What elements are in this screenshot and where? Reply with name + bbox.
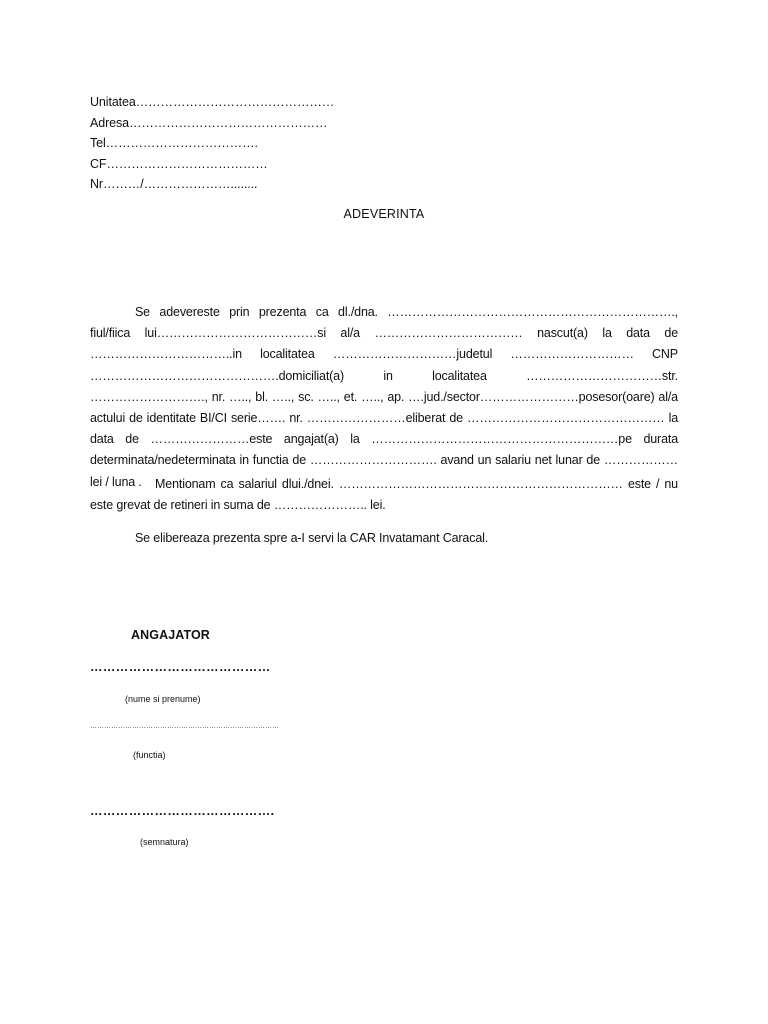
unit-field: Unitatea………………………………………… bbox=[90, 95, 335, 109]
document-title: ADEVERINTA bbox=[343, 207, 425, 221]
name-line: …………………………………… bbox=[90, 660, 271, 674]
cf-field: CF………………………………… bbox=[90, 156, 268, 171]
salary-deductions-paragraph: Mentionam ca salariul dlui./dnei. …………………………………………………………… este / nu este grevat de retineri in suma de ………………….. lei. bbox=[90, 477, 678, 513]
function-line: ……………………………………………………………………… bbox=[90, 723, 279, 730]
issuer-header bbox=[90, 92, 334, 195]
phone-field: Tel………………………………. bbox=[90, 136, 258, 150]
registration-number-field: Nr………/…………………........ bbox=[90, 177, 258, 191]
function-caption: (functia) bbox=[133, 750, 166, 760]
certificate-body-paragraph: Se adevereste prin prezenta ca dl./dna. ……………………………………………………………., fiul/fiica lui…………………………………si al/a ……………………………… nascut(a) la data de ……………………………..in localitatea …………………………judetul ………………………… CNP ……………………………………….domiciliat(a) in localitatea ……………………………str. ………………………., nr. ….., bl. ….., sc. ….., et. ….., ap. ….jud./sector……………………posesor(oare) al/a actului de identitate BI/CI serie……. nr. ……………………eliberat de ………………………………………… la data de ……………………este angajat(a) la ……………………………………………………pe durata determinata/nedeterminata in functia de …………………………. avand un salariu net lunar de ……………… lei / luna . bbox=[90, 305, 678, 489]
signature-caption: (semnatura) bbox=[140, 837, 189, 847]
signature-line: ……………………………………. bbox=[90, 804, 275, 818]
employer-label: ANGAJATOR bbox=[131, 628, 210, 642]
address-field: Adresa………………………………………… bbox=[90, 115, 328, 130]
purpose-paragraph: Se elibereaza prezenta spre a-I servi la CAR Invatamant Caracal. bbox=[135, 531, 489, 545]
name-caption: (nume si prenume) bbox=[125, 694, 201, 704]
